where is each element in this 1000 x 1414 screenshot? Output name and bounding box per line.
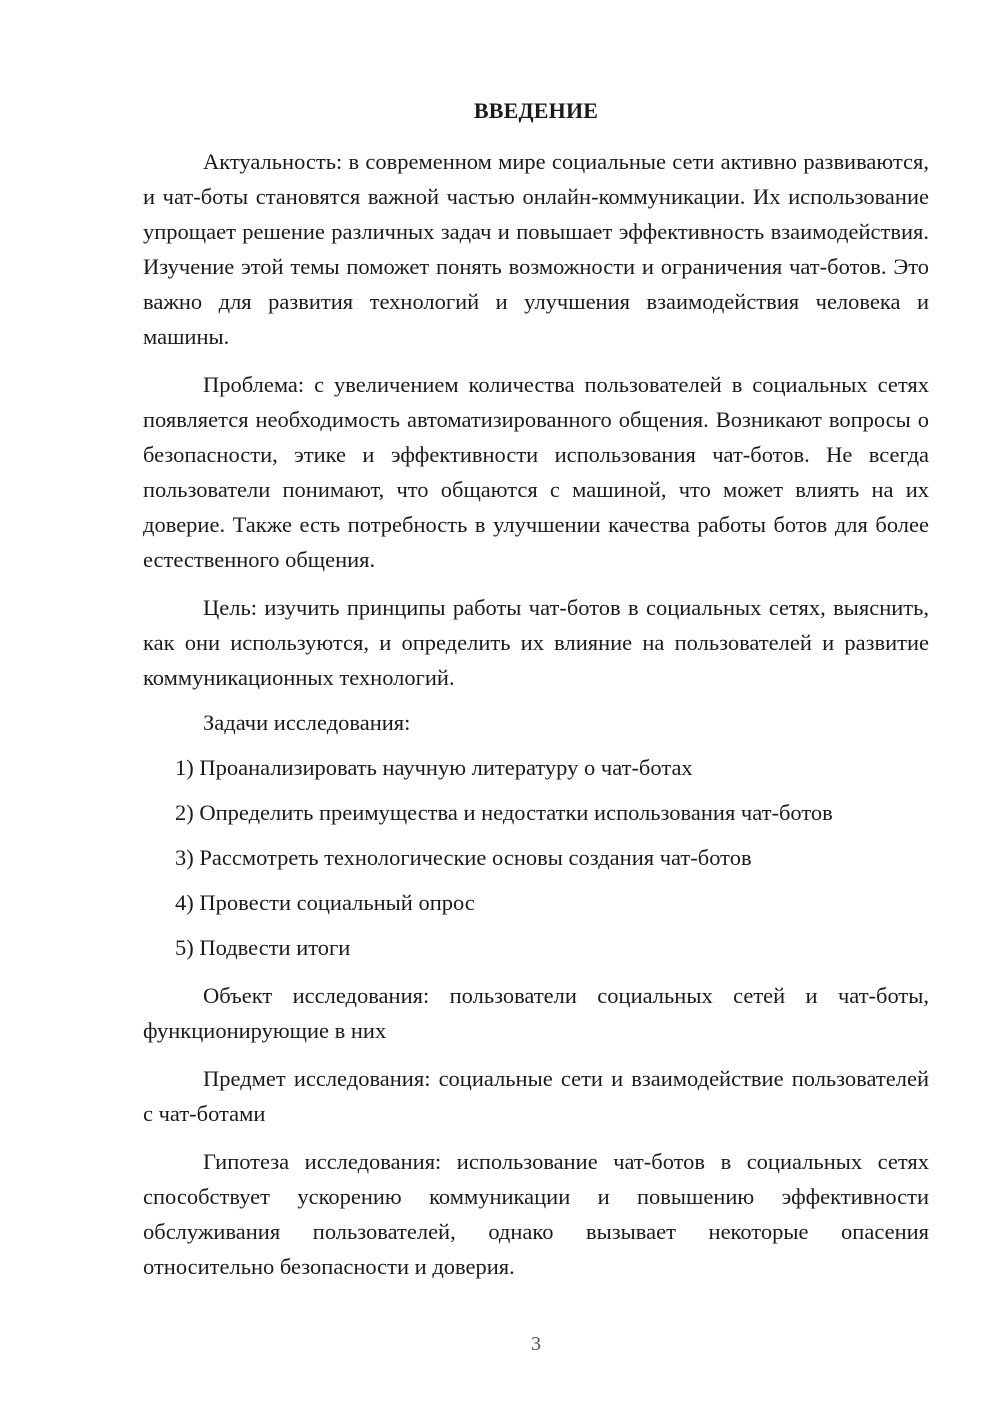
problem-paragraph: Проблема: с увеличением количества пользователей в социальных сетях появляется необходимость автоматизированного общения. Возникают вопросы о безопасности, этике и эффективности использования чат-ботов. Не всегда пользователи понимают, что общаются с машиной, что может влиять на их доверие. Также есть потребность в улучшении качества работы ботов для более естественного общения.	[143, 372, 929, 572]
task-item: 4) Провести социальный опрос	[175, 890, 475, 915]
page-number: 3	[531, 1333, 541, 1355]
tasks-list	[143, 753, 929, 963]
relevance-paragraph: Актуальность: в современном мире социальные сети активно развиваются, и чат-боты становятся важной частью онлайн-коммуникации. Их использование упрощает решение различных задач и повышает эффективность взаимодействия. Изучение этой темы поможет понять возможности и ограничения чат-ботов. Это важно для развития технологий и улучшения взаимодействия человека и машины.	[143, 149, 929, 349]
task-item: 2) Определить преимущества и недостатки использования чат-ботов	[175, 800, 833, 825]
subject-paragraph: Предмет исследования: социальные сети и взаимодействие пользователей с чат-ботами	[143, 1066, 929, 1126]
task-item: 1) Проанализировать научную литературу о чат-ботах	[175, 755, 693, 780]
task-item: 5) Подвести итоги	[175, 935, 351, 960]
section-title: ВВЕДЕНИЕ	[473, 98, 599, 123]
task-item: 3) Рассмотреть технологические основы создания чат-ботов	[175, 845, 752, 870]
goal-paragraph: Цель: изучить принципы работы чат-ботов в социальных сетях, выяснить, как они используются, и определить их влияние на пользователей и развитие коммуникационных технологий.	[143, 595, 929, 690]
tasks-heading: Задачи исследования:	[203, 710, 411, 735]
page-content	[143, 96, 929, 1297]
object-paragraph: Объект исследования: пользователи социальных сетей и чат-боты, функционирующие в них	[143, 983, 929, 1043]
hypothesis-paragraph: Гипотеза исследования: использование чат-ботов в социальных сетях способствует ускорению коммуникации и повышению эффективности обслуживания пользователей, однако вызывает некоторые опасения относительно безопасности и доверия.	[143, 1149, 929, 1279]
